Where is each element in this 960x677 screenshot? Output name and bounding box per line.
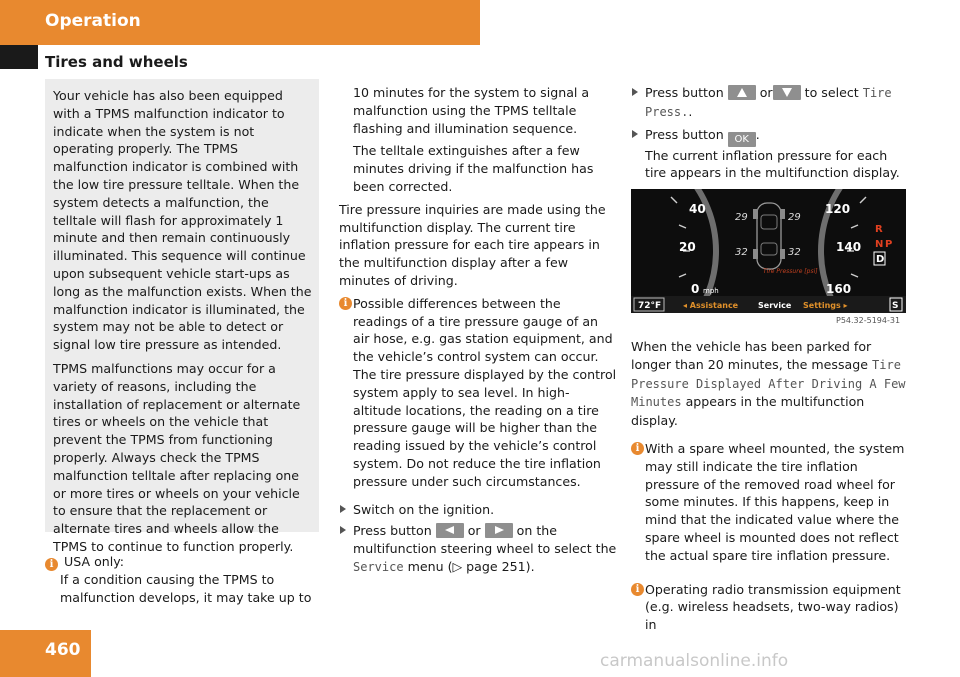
outside-temp-label: 72°F [638, 301, 662, 311]
parked-paragraph [631, 338, 909, 430]
step-arrow-icon [632, 130, 638, 138]
speed-140-label: 140 [836, 240, 862, 254]
assistance-menu-label: ◂ Assistance [683, 301, 739, 310]
tire-press-menu-label: Tire Press. [645, 86, 892, 119]
parked-text-b: appears in the multifunction display. [631, 394, 865, 429]
spare-wheel-text: With a spare wheel mounted, the system may still indicate the tire inflation pressure of the removed road wheel for some minutes. If this happens, keep in mind that the indicated value where the spare wheel is mounted does not reflect the actual spare tire inflation pressure. [645, 440, 905, 563]
service-menu-label: Service [353, 559, 404, 574]
speed-160-label: 160 [826, 282, 852, 296]
parked-text-a: When the vehicle has been parked for longer than 20 minutes, the message [631, 339, 872, 372]
watermark: carmanualsonline.info [600, 651, 789, 671]
step-arrow-icon [632, 88, 638, 96]
usa-note-text: If a condition causing the TPMS to malfunction develops, it may take up to [60, 572, 312, 605]
tire-rear-right-value: 32 [788, 247, 801, 258]
gear-d-indicator: D [876, 254, 885, 265]
speed-20-label: 20 [679, 240, 696, 254]
step4-text-a: Press button [645, 126, 724, 142]
gear-r-indicator: R [875, 224, 883, 235]
ok-button-icon: OK [728, 132, 756, 147]
up-arrow-button-icon [728, 85, 756, 100]
continued-text-1: 10 minutes for the system to signal a malfunction using the TPMS telltale flashing and illumination sequence. [353, 85, 590, 136]
radio-equipment-note [631, 581, 909, 634]
step3-end: . [688, 103, 693, 119]
continued-text-2: The telltale extinguishes after a few minutes driving if the malfunction has been corrected. [353, 143, 594, 194]
step3-text-b: to select [804, 85, 859, 100]
mph-label: mph [703, 287, 719, 295]
step2-or: or [467, 523, 481, 539]
parked-message-label: Tire Pressure Displayed After Driving A Few Minutes [631, 357, 906, 410]
info-icon: i [631, 442, 644, 455]
chapter-title: Operation [45, 11, 141, 31]
tire-front-left-value: 29 [735, 212, 748, 223]
usa-note-title: USA only: [64, 554, 125, 569]
tpms-malfunction-box [45, 79, 319, 554]
pressure-difference-note [339, 295, 617, 491]
inquiry-paragraph: Tire pressure inquiries are made using the multifunction display. The current tire inflation pressure for each tire appears in the multifunction display after a few minutes of driving. [339, 201, 606, 288]
step-ignition-text: Switch on the ignition. [353, 501, 495, 517]
step-select-tire-press [631, 84, 909, 122]
tire-front-right-value: 29 [788, 212, 801, 223]
tire-rear-left-value: 32 [735, 247, 748, 258]
service-menu-tab: Service [758, 301, 792, 310]
down-arrow-button-icon [773, 85, 801, 100]
step-select-service [339, 522, 617, 576]
speed-0-label: 0 [691, 282, 700, 296]
step4-end: . [755, 126, 760, 142]
tire-pressure-unit-label: Tire Pressure [psi] [763, 268, 818, 275]
section-marker [0, 45, 38, 69]
middle-column [339, 84, 617, 577]
box-paragraph-1: Your vehicle has also been equipped with a TPMS malfunction indicator to indicate when the system is not operating properly. The TPMS malfunction indicator is combined with the low tire pressure telltale. When the system detects a malfunction, the telltale will flash for approximately 1 minute and then remain continuously illuminated. This sequence will continue upon subsequent vehicle start-ups as long as the malfunction exists. When the malfunction indicator is illuminated, the system may not be able to detect or signal low tire pressure as intended. [53, 88, 312, 353]
usa-note [45, 553, 321, 571]
step3-text-a: Press button [645, 85, 724, 100]
step2-text-b: on the multifunction steering wheel to select the [353, 523, 617, 557]
step-arrow-icon [340, 505, 346, 513]
s-mode-indicator: S [892, 301, 899, 311]
step2-text-c: menu (▷ page 251). [407, 558, 535, 574]
speed-40-label: 40 [689, 202, 706, 216]
right-column-top [631, 84, 909, 182]
right-column-bottom [631, 338, 909, 634]
pressure-difference-text: Possible differences between the readings of a tire pressure gauge of an air hose, e.g. gas station equipment, and the vehicle’s control system can occur. The tire pressure displayed by the control system apply to sea level. In high-altitude locations, the reading on a tire pressure gauge will be higher than the reading issued by the vehicle’s control system. Do not reduce the tire inflation pressure under such circumstances. [353, 295, 617, 489]
step-ignition [339, 501, 617, 519]
info-icon: i [45, 558, 58, 571]
image-reference-code: P54.32-5194-31 [836, 316, 901, 325]
radio-equipment-text: Operating radio transmission equipment (e.g. wireless headsets, two-way radios) in [645, 581, 901, 633]
instrument-cluster-image [631, 189, 906, 313]
gear-p-indicator: P [885, 239, 893, 250]
speed-120-label: 120 [825, 202, 851, 216]
settings-menu-label: Settings ▸ [803, 301, 848, 310]
step2-text-a: Press button [353, 523, 432, 539]
page-number: 460 [45, 640, 81, 660]
step-arrow-icon [340, 526, 346, 534]
step4-text: The current inflation pressure for each tire appears in the multifunction display. [645, 147, 900, 181]
gear-n-indicator: N [875, 239, 884, 250]
section-title: Tires and wheels [45, 53, 188, 71]
spare-wheel-note [631, 440, 909, 565]
right-arrow-button-icon [485, 523, 513, 538]
left-arrow-button-icon [436, 523, 464, 538]
box-paragraph-2: TPMS malfunctions may occur for a variety of reasons, including the installation of replacement or alternate tires or wheels on the vehicle that prevent the TPMS from functioning properly. Always check the TPMS malfunction telltale after replacing one or more tires or wheels on your vehicle to ensure that the replacement or alternate tires and wheels allow the TPMS to continue to function properly. [53, 360, 301, 554]
info-icon: i [631, 583, 644, 596]
info-icon: i [339, 297, 352, 310]
left-column-note [45, 553, 321, 607]
step-press-ok [631, 126, 909, 183]
step3-or: or [759, 85, 773, 100]
